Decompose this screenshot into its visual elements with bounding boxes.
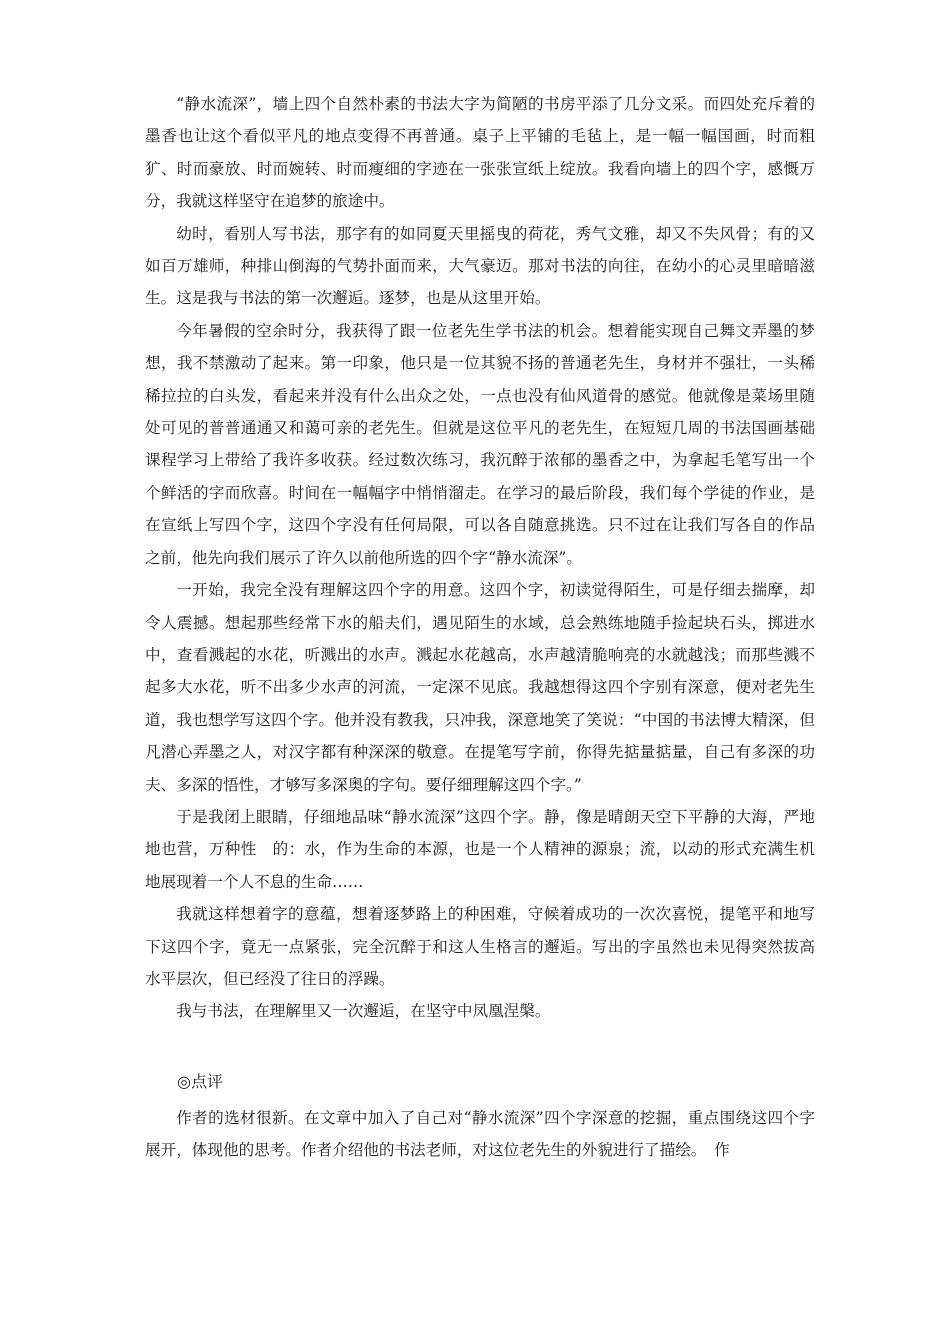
essay-paragraph-1: “静水流深”，墙上四个自然朴素的书法大字为简陋的书房平添了几分文采。而四处充斥着的墨香也让这个看似平凡的地点变得不再普通。桌子上平铺的毛毡上，是一幅一幅国画，时而粗犷、时而豪放、时而婉转、时而瘦细的字迹在一张张宣纸上绽放。我看向墙上的四个字，感慨万分，我就这样坚守在追梦的旅途中。 xyxy=(145,95,815,211)
essay-paragraph-2: 幼时，看别人写书法，那字有的如同夏天里摇曳的荷花，秀气文雅，却又不失风骨；有的又如百万雄师，种排山倒海的气势扑面而来，大气豪迈。那对书法的向往，在幼小的心灵里暗暗滋生。这是我与书法的第一次邂逅。逐梦，也是从这里开始。 xyxy=(145,224,815,308)
essay-paragraph-3: 今年暑假的空余时分，我获得了跟一位老先生学书法的机会。想着能实现自己舞文弄墨的梦想，我不禁激动了起来。第一印象，他只是一位其貌不扬的普通老先生，身材并不强壮，一头稀稀拉拉的白头发，看起来并没有什么出众之处，一点也没有仙风道骨的感觉。他就像是菜场里随处可见的普普通通又和蔼可亲的老先生。但就是这位平凡的老先生，在短短几周的书法国画基础课程学习上带给了我许多收获。经过数次练习，我沉醉于浓郁的墨香之中，为拿起毛笔写出一个个鲜活的字而欣喜。时间在一幅幅字中悄悄溜走。在学习的最后阶段，我们每个学徒的作业，是在宣纸上写四个字，这四个字没有任何局限，可以各自随意挑选。只不过在让我们写各自的作品之前，他先向我们展示了许久以前他所选的四个字“静水流深”。 xyxy=(145,321,815,567)
review-heading: ◎点评 xyxy=(177,1071,223,1091)
essay-paragraph-6: 我就这样想着字的意蕴，想着逐梦路上的种困难，守候着成功的一次次喜悦，提笔平和地写下这四个字，竟无一点紧张，完全沉醉于和这人生格言的邂逅。写出的字虽然也未见得突然拔高水平层次，但已经没了往日的浮躁。 xyxy=(145,905,815,988)
essay-paragraph-5: 于是我闭上眼睛，仔细地品味“静水流深”这四个字。静，像是晴朗天空下平静的大海，严地地也营，万种性 的：水，作为生命的本源，也是一个人精神的源泉；流，以动的形式充满生机地展现着一个人不息的生命…… xyxy=(145,807,815,891)
document-page xyxy=(145,88,815,1167)
essay-paragraph-4: 一开始，我完全没有理解这四个字的用意。这四个字，初读觉得陌生，可是仔细去揣摩，却令人震撼。想起那些经常下水的船夫们，遇见陌生的水域，总会熟练地随手捡起块石头，掷进水中，查看溅起的水花，听溅出的水声。溅起水花越高，水声越清脆响亮的水就越浅；而那些溅不起多大水花，听不出多少水声的河流，一定深不见底。我越想得这四个字别有深意，便对老先生道，我也想学写这四个字。他并没有教我，只冲我，深意地笑了笑说：“中国的书法博大精深，但凡潜心弄墨之人，对汉字都有种深深的敬意。在提笔写字前，你得先掂量掂量，自己有多深的功夫、多深的悟性，才够写多深奥的字句。要仔细理解这四个字。” xyxy=(145,581,815,794)
review-text: 作者的选材很新。在文章中加入了自己对“静水流深”四个字深意的挖掘，重点围绕这四个字展开，体现他的思考。作者介绍他的书法老师，对这位老先生的外貌进行了描绘。 作 xyxy=(145,1108,815,1160)
essay-paragraph-7: 我与书法，在理解里又一次邂逅，在坚守中凤凰涅槃。 xyxy=(176,1002,551,1021)
